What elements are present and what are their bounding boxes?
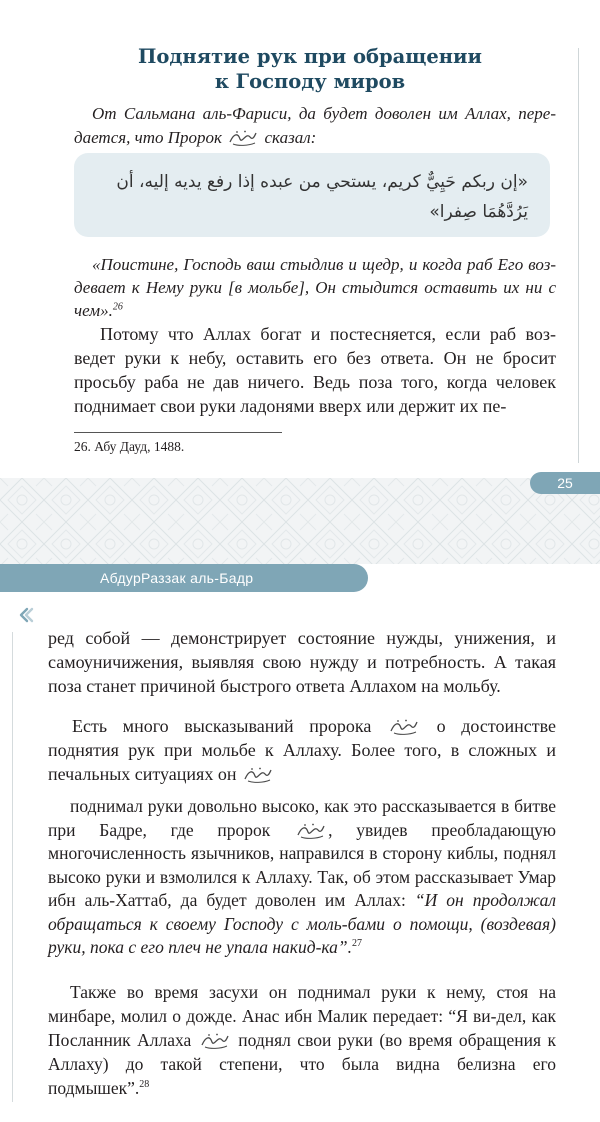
intro-text: От Сальмана аль-Фариси, да будет доволен им Аллах, пере-дается, что Пророк [74, 104, 556, 147]
footnote-ref-28[interactable]: 28 [139, 1079, 150, 1091]
p4-text-a: Также во время засухи он поднимал руки к нему, стоя на минбаре, молил о дожде. Анас ибн Малик передает: “Я ви-дел, как Посланник Аллаха [48, 982, 556, 1050]
chevron-left-icon[interactable] [14, 604, 36, 626]
footnote-ref-27[interactable]: 27 [352, 938, 363, 950]
chapter-title-line-1: Поднятие рук при обращении [138, 45, 482, 68]
footnote-divider [74, 432, 282, 433]
p4-text-b: поднял свои руки (во время обращения к Аллаху) до такой степени, что была видна белизна его подмышек”. [48, 1030, 557, 1098]
p3-text-b: , увидев преобладающую многочисленность язычников, направился в сторону киблы, поднял высоко руки и взмолился к Аллаху. Так, об этом рассказывает Умар ибн аль-Хаттаб, да будет доволен им Аллах: [48, 819, 556, 910]
paragraph: Потому что Аллах богат и постесняется, если раб воз-ведет руки к небу, оставить его без ответа. Он не бросит просьбу раба не дав ничего. Ведь поза того, когда человек поднимает свои руки ладонями вверх или держит их пе- [74, 324, 556, 416]
p2-text-b: о достоинстве поднятия рук при мольбе к Аллаху. Более того, в сложных и печальных ситуациях он [48, 716, 556, 784]
footnote-26: 26. Абу Дауд, 1488. [74, 439, 185, 454]
running-header [0, 564, 368, 592]
paragraph-continued: ред собой — демонстрирует состояние нужды, унижения, и самоуничижения, выявляя свою нужду и потребность. А такая поза станет причиной быстрого ответа Аллахом на мольбу. [48, 628, 556, 696]
p3-quote: “И он продолжал обращаться к своему Господу с моль-бами о помощи, (воздевая) руки, пока с его плеч не упала накид-ка”. [48, 890, 557, 957]
paragraph-2 [48, 714, 556, 786]
geometric-pattern [0, 478, 600, 564]
arabic-quote-box [74, 153, 550, 237]
chapter-title-line-2: к Господу миров [214, 70, 406, 93]
page-25 [0, 0, 600, 478]
chapter-title [60, 44, 560, 94]
hadith-translation [74, 253, 556, 322]
salla-allahu-alayhi-wa-sallam-icon [243, 766, 273, 784]
salla-allahu-alayhi-wa-sallam-icon [200, 1032, 230, 1050]
hadith-intro [74, 102, 556, 150]
page-number: 25 [530, 472, 600, 494]
arabic-hadith: «إن ربكم حَيِيٌّ كريم، يستحي من عبده إذا رفع يديه إليه، أن يَرُدَّهُمَا صِفرا» [116, 172, 528, 222]
paragraph-4 [48, 980, 556, 1100]
footnote-ref-26[interactable]: 26 [112, 301, 123, 313]
ornament-band [0, 478, 600, 564]
p2-text-a: Есть много высказываний пророка [72, 716, 372, 736]
salla-allahu-alayhi-wa-sallam-icon [228, 129, 258, 147]
p3-text-a: поднимал руки довольно высоко, как это рассказывается в битве при Бадре, где пророк [48, 796, 556, 840]
intro-text-end: сказал: [264, 128, 317, 147]
salla-allahu-alayhi-wa-sallam-icon [389, 718, 419, 736]
paragraph-3 [48, 795, 556, 960]
running-header-author: АбдурРаззак аль-Бадр [100, 570, 254, 586]
margin-rule [578, 48, 579, 463]
margin-rule-left [12, 632, 13, 1102]
translation-text: «Поистине, Господь ваш стыдлив и щедр, и когда раб Его воз-девает к Нему руки [в мольбе], Он стыдится оставить их ни с чем». [74, 255, 556, 320]
salla-allahu-alayhi-wa-sallam-icon [296, 822, 326, 840]
